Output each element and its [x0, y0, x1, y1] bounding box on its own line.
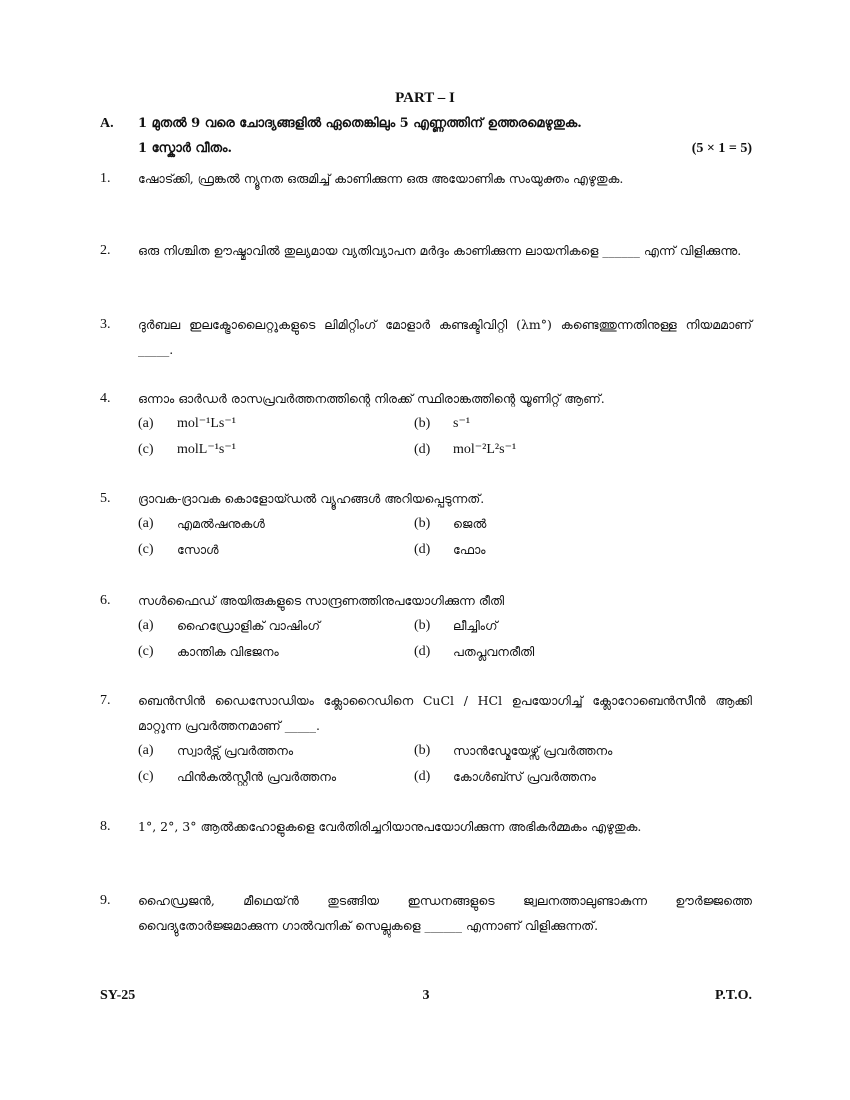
option-d — [414, 764, 714, 790]
question-3 — [100, 312, 752, 362]
question-2 — [100, 238, 752, 263]
option-value: കോൾബ്സ് പ്രവർത്തനം — [453, 769, 596, 784]
option-label: (a) — [138, 416, 154, 431]
question-number: 6. — [100, 593, 111, 608]
question-number: 4. — [100, 391, 111, 406]
option-label: (b) — [414, 618, 431, 633]
option-c — [138, 639, 438, 665]
option-c — [138, 537, 438, 563]
options — [138, 411, 752, 463]
section-marks: (5 × 1 = 5) — [691, 141, 752, 156]
option-a — [138, 511, 438, 537]
option-label: (d) — [414, 644, 431, 659]
question-text: ഒന്നാം ഓർഡർ രാസപ്രവർത്തനത്തിന്റെ നിരക്ക് സ്ഥിരാങ്കത്തിന്റെ യൂണിറ്റ് ആണ്. — [138, 391, 605, 406]
options — [138, 613, 752, 665]
option-value: സ്വാർട്സ് പ്രവർത്തനം — [177, 743, 294, 758]
question-number: 7. — [100, 693, 111, 708]
option-a — [138, 411, 438, 437]
options — [138, 738, 752, 790]
option-a — [138, 613, 438, 639]
option-a — [138, 738, 438, 764]
question-text: ദുർബല ഇലക്ട്രോലൈറ്റുകളുടെ ലിമിറ്റിംഗ് മോളാർ കണ്ടക്ടിവിറ്റി (λm°) കണ്ടെത്തുന്നതിനുള്ള നിയമമാണ് _____. — [138, 317, 752, 357]
option-value: സോൾ — [177, 542, 219, 557]
option-value: ലീച്ചിംഗ് — [453, 618, 498, 633]
option-label: (d) — [414, 442, 431, 457]
option-label: (a) — [138, 743, 154, 758]
question-number: 3. — [100, 317, 111, 332]
option-value: ജെൽ — [453, 516, 487, 531]
option-value: s⁻¹ — [453, 416, 471, 431]
question-5 — [100, 486, 752, 563]
option-label: (d) — [414, 542, 431, 557]
option-b — [414, 411, 714, 437]
question-number: 8. — [100, 819, 111, 834]
options — [138, 511, 752, 563]
option-value: കാന്തിക വിഭജനം — [177, 644, 279, 659]
option-d — [414, 437, 714, 463]
question-number: 5. — [100, 491, 111, 506]
option-d — [414, 639, 714, 665]
option-b — [414, 738, 714, 764]
page-footer — [100, 988, 752, 1008]
option-d — [414, 537, 714, 563]
option-b — [414, 613, 714, 639]
question-text: ബെൻസിൻ ഡൈസോഡിയം ക്ലോറൈഡിനെ CuCl / HCl ഉപയോഗിച്ച് ക്ലോറോബെൻസീൻ ആക്കി മാറ്റുന്ന പ്രവർത്തനമാണ് _____. — [138, 693, 752, 733]
option-value: ഫോം — [453, 542, 486, 557]
option-label: (b) — [414, 743, 431, 758]
option-value: എമൽഷനുകൾ — [177, 516, 265, 531]
section-letter: A. — [100, 116, 114, 131]
question-1 — [100, 166, 752, 191]
please-turn-over: P.T.O. — [715, 988, 752, 1003]
question-text: 1°, 2°, 3° ആൽക്കഹോളുകളെ വേർതിരിച്ചറിയാനുപയോഗിക്കുന്ന അഭികർമ്മകം എഴുതുക. — [138, 819, 642, 834]
question-8 — [100, 814, 752, 839]
option-label: (c) — [138, 769, 154, 784]
question-4 — [100, 386, 752, 463]
option-c — [138, 437, 438, 463]
option-value: ഫിൻകൽസ്റ്റീൻ പ്രവർത്തനം — [177, 769, 337, 784]
question-number: 1. — [100, 171, 111, 186]
page-number: 3 — [422, 988, 430, 1003]
option-label: (a) — [138, 516, 154, 531]
question-text: ഹൈഡ്രജൻ, മീഥെയ്ൻ തുടങ്ങിയ ഇന്ധനങ്ങളുടെ ജ്വലനത്താലുണ്ടാകുന്ന ഊർജ്ജത്തെ വൈദ്യുതോർജ്ജമാക്കുന്ന ഗാൽവനിക് സെല്ലുകളെ ______ എന്നാണ് വിളിക്കുന്നത്. — [138, 893, 752, 933]
section-score-note: 1 സ്കോർ വീതം. — [138, 141, 233, 156]
paper-code: SY-25 — [100, 988, 136, 1003]
option-label: (b) — [414, 416, 431, 431]
option-value: സാൻഡ്മേയേഴ്സ് പ്രവർത്തനം — [453, 743, 613, 758]
question-7 — [100, 688, 752, 790]
option-label: (c) — [138, 542, 154, 557]
question-number: 9. — [100, 893, 111, 908]
option-c — [138, 764, 438, 790]
option-value: പതപ്ലവനരീതി — [453, 644, 535, 659]
option-label: (b) — [414, 516, 431, 531]
option-label: (d) — [414, 769, 431, 784]
question-number: 2. — [100, 243, 111, 258]
option-value: mol⁻¹Ls⁻¹ — [177, 416, 236, 431]
option-value: ഹൈഡ്രോളിക് വാഷിംഗ് — [177, 618, 321, 633]
option-label: (a) — [138, 618, 154, 633]
section-instruction: 1 മുതൽ 9 വരെ ചോദ്യങ്ങളിൽ ഏതെങ്കിലും 5 എണ്ണത്തിന് ഉത്തരമെഴുതുക. — [138, 116, 582, 131]
question-text: ഷോട്ക്കി, ഫ്രങ്കൽ ന്യൂനത ഒരുമിച്ച് കാണിക്കുന്ന ഒരു അയോണിക സംയുക്തം എഴുതുക. — [138, 171, 624, 186]
part-title: PART – I — [395, 90, 455, 106]
question-6 — [100, 588, 752, 665]
question-text: ഒരു നിശ്ചിത ഊഷ്മാവിൽ തുല്യമായ വ്യതിവ്യാപന മർദ്ദം കാണിക്കുന്ന ലായനികളെ ______ എന്ന് വിളിക്കുന്നു. — [138, 243, 742, 258]
option-value: molL⁻¹s⁻¹ — [177, 442, 236, 457]
question-text: സൾഫൈഡ് അയിരുകളുടെ സാന്ദ്രണത്തിനുപയോഗിക്കുന്ന രീതി — [138, 593, 505, 608]
option-value: mol⁻²L²s⁻¹ — [453, 442, 517, 457]
question-9 — [100, 888, 752, 938]
question-text: ദ്രാവക-ദ്രാവക കൊളോയ്ഡൽ വ്യൂഹങ്ങൾ അറിയപ്പെടുന്നത്. — [138, 491, 485, 506]
option-label: (c) — [138, 644, 154, 659]
option-b — [414, 511, 714, 537]
option-label: (c) — [138, 442, 154, 457]
